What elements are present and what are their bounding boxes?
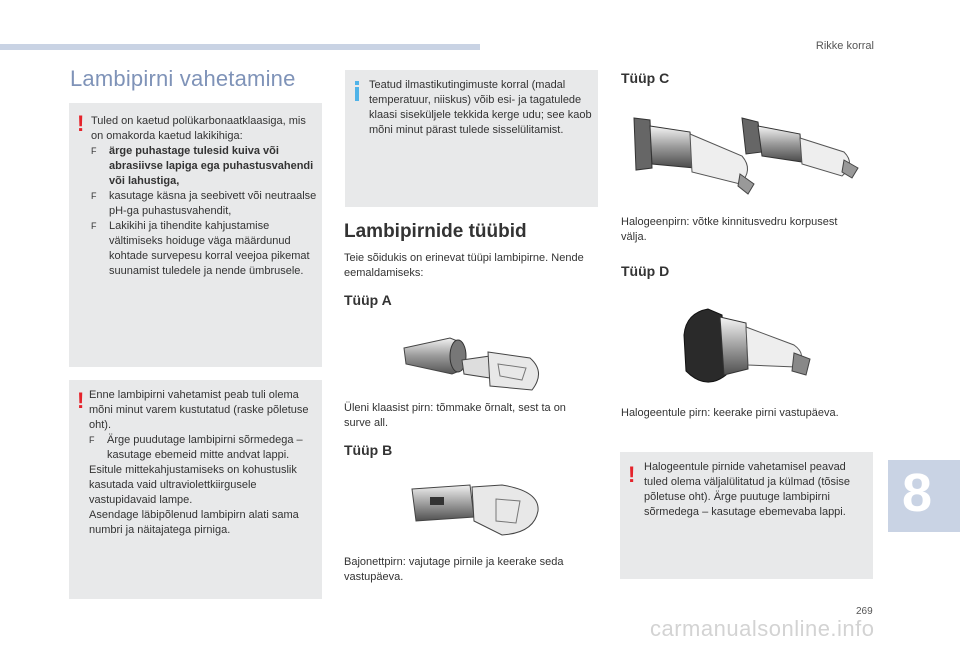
watermark: carmanualsonline.info xyxy=(650,616,875,641)
type-a-caption: Üleni klaasist pirn: tõmmake õrnalt, sest ta on surve all. xyxy=(344,402,566,429)
info-box-condensation xyxy=(345,70,598,207)
type-b-caption: Bajonettpirn: vajutage pirnile ja keerake seda vastupäeva. xyxy=(344,556,564,583)
list-item: F Lakikihi ja tihendite kahjustamise vältimiseks hoiduge väga määrdunud kohtade survepesu korral veejoa pikemat suunamist tuledele ja nende ümbrusele. xyxy=(91,220,310,277)
chapter-number: 8 xyxy=(902,463,933,523)
list-item: F ärge puhastage tulesid kuiva või abrasiivse lapiga ega puhastusvahendi või lahustiga, xyxy=(91,145,314,187)
section-label: Rikke korral xyxy=(815,40,874,52)
type-d-bulb-illustration xyxy=(676,305,826,395)
warning-box-cleaning xyxy=(69,103,322,367)
type-a-heading: Tüüp A xyxy=(344,292,392,308)
bullet-icon: F xyxy=(89,435,95,445)
type-d-caption: Halogeentule pirn: keerake pirni vastupäeva. xyxy=(621,407,839,419)
info-text: Teatud ilmastikutingimuste korral (madal temperatuur, niiskus) võib esi- ja tagatulede klaasi siseküljele tekkida kerge udu; see kaob mõni minut pärast tulede sisselülitamist. xyxy=(369,79,592,136)
list-item: F Ärge puudutage lambipirni sõrmedega – kasutage ebemeid mitte andvat lappi. xyxy=(89,434,303,461)
warning-icon: ! xyxy=(628,462,636,487)
warning-intro: Enne lambipirni vahetamist peab tuli olema mõni minut varem kustutatud (raske põletuse oht). xyxy=(89,389,309,431)
bullet-icon: F xyxy=(91,146,97,156)
page-title: Lambipirni vahetamine xyxy=(70,66,296,91)
type-c-heading: Tüüp C xyxy=(621,70,670,86)
warning-text: Asendage läbipõlenud lambipirn alati sama numbri ja näitajatega pirniga. xyxy=(89,509,299,536)
chapter-tab xyxy=(888,460,960,532)
section-heading: Lambipirnide tüübid xyxy=(344,221,527,242)
info-icon xyxy=(355,87,359,101)
type-a-bulb-illustration xyxy=(400,334,550,404)
type-c-caption: Halogeenpirn: võtke kinnitusvedru korpusest välja. xyxy=(621,216,838,243)
type-b-heading: Tüüp B xyxy=(344,442,393,458)
type-b-bulb-illustration xyxy=(410,477,550,542)
warning-text: Esitule mittekahjustamiseks on kohustuslik kasutada vaid ultraviolettkiirgusele vastupidavaid lampe. xyxy=(89,464,297,506)
bullet-icon: F xyxy=(91,221,97,231)
type-d-heading: Tüüp D xyxy=(621,263,670,279)
warning-box-halogen xyxy=(620,452,873,579)
warning-icon: ! xyxy=(77,388,85,413)
section-intro: Teie sõidukis on erinevat tüüpi lambipirne. Nende eemaldamiseks: xyxy=(344,252,584,279)
warning-icon: ! xyxy=(77,111,85,136)
warning-text: Halogeentule pirnide vahetamisel peavad tuled olema väljalülitatud ja külmad (tõsise põletuse oht). Ärge puutuge lambipirni sõrmedega – kasutage ebemevaba lappi. xyxy=(644,461,851,518)
list-item: F kasutage käsna ja seebivett või neutraalse pH-ga puhastusvahendit, xyxy=(91,190,317,217)
warning-box-replacement xyxy=(69,380,322,599)
type-c-bulb-illustration xyxy=(630,112,870,207)
header-bar xyxy=(0,44,480,50)
warning-intro: Tuled on kaetud polükarbonaatklaasiga, mis on omakorda kaetud lakikihiga: xyxy=(91,115,306,142)
bullet-icon: F xyxy=(91,191,97,201)
page-number: 269 xyxy=(856,606,873,617)
